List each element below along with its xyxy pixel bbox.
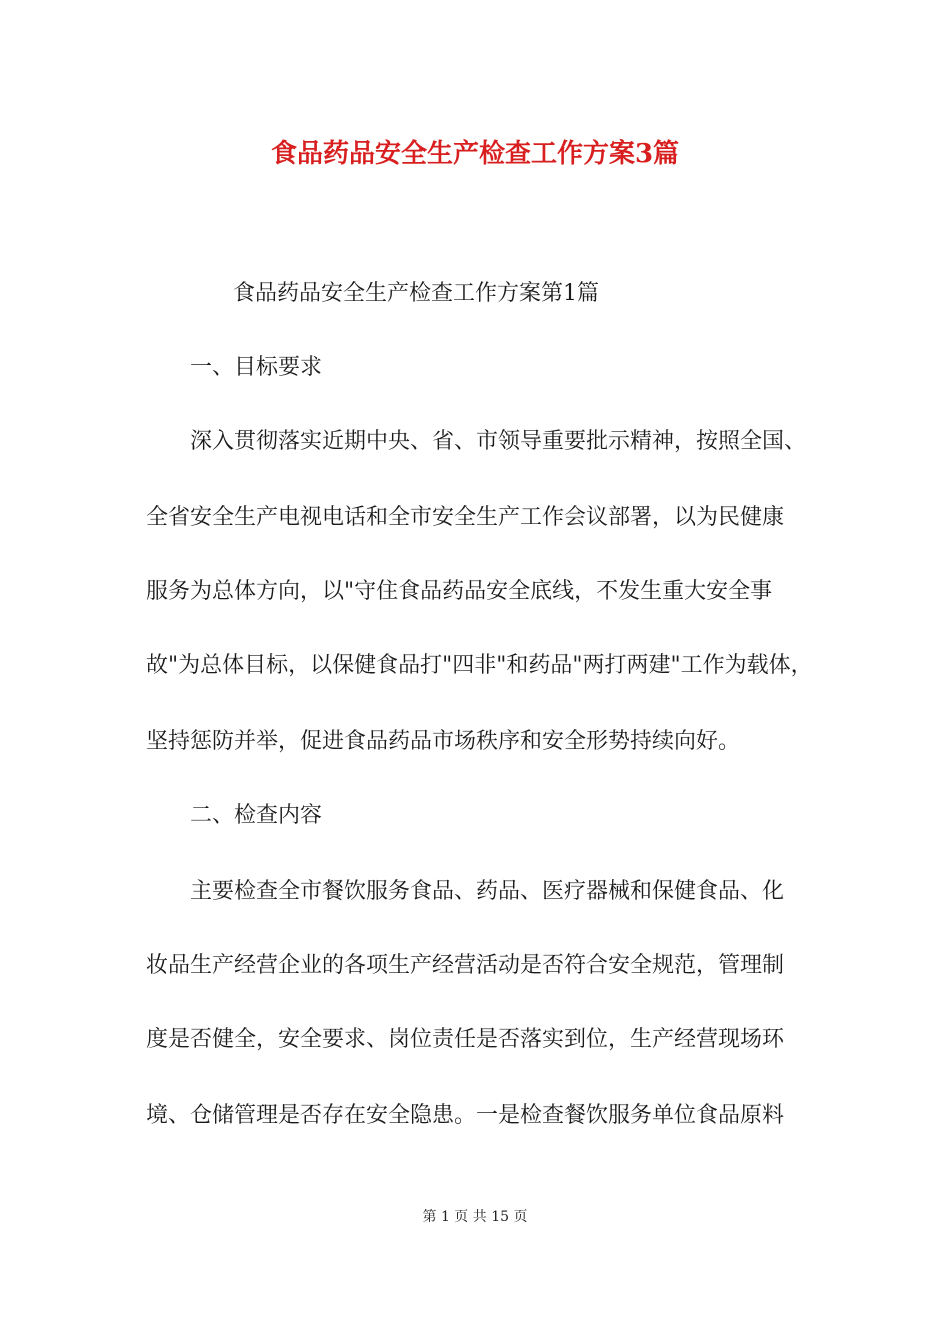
- paragraph-line: 全省安全生产电视电话和全市安全生产工作会议部署，以为民健康: [146, 505, 785, 530]
- paragraph-line: 主要检查全市餐饮服务食品、药品、医疗器械和保健食品、化: [190, 879, 785, 904]
- paragraph-line: 深入贯彻落实近期中央、省、市领导重要批示精神，按照全国、: [190, 429, 807, 454]
- section-heading: 食品药品安全生产检查工作方案第1篇: [233, 281, 599, 306]
- paragraph-line: 故"为总体目标，以保健食品打"四非"和药品"两打两建"工作为载体，: [146, 653, 813, 678]
- page-footer: 第 1 页 共 15 页: [422, 1209, 528, 1225]
- paragraph-line: 境、仓储管理是否存在安全隐患。一是检查餐饮服务单位食品原料: [146, 1103, 785, 1128]
- paragraph-line: 度是否健全，安全要求、岗位责任是否落实到位，生产经营现场环: [146, 1027, 785, 1052]
- subsection-heading: 二、检查内容: [190, 803, 323, 828]
- paragraph-line: 坚持惩防并举，促进食品药品市场秩序和安全形势持续向好。: [146, 729, 741, 754]
- paragraph-line: 妆品生产经营企业的各项生产经营活动是否符合安全规范，管理制: [146, 953, 785, 978]
- subsection-heading: 一、目标要求: [190, 355, 323, 380]
- document-title: 食品药品安全生产检查工作方案3篇: [270, 139, 680, 169]
- paragraph-line: 服务为总体方向，以"守住食品药品安全底线，不发生重大安全事: [146, 579, 773, 604]
